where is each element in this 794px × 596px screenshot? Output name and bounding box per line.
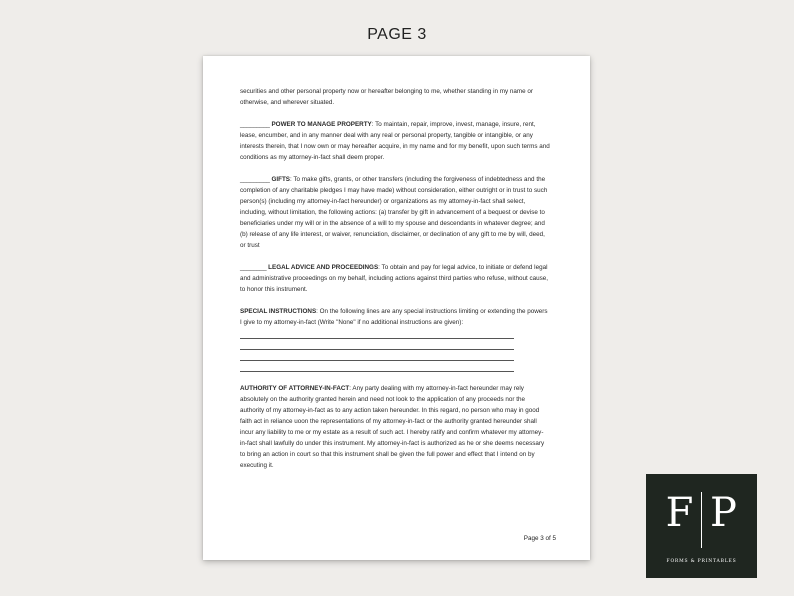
section-text: : Any party dealing with my attorney-in-fact hereunder may rely absolutely on the authority granted herein and need not look to the application of any proceeds nor the authority of my attorney-in-fact as to any action taken hereunder. In this regard, no person who may in good faith act in reliance uoon the representations of my attorney-in-fact or the authority granted hereunder shall incur any liability to me or my estate as a result of such act. I hereby ratify and confirm whatever my attorney-in-fact shall lawfully do under this instrument. My attorney-in-fact is authorized as he or she deems necessary to bring an action in court so that this instrument shall be given the full power and effect that I intend on by executing it. bbox=[240, 385, 545, 469]
initial-blank: ________ bbox=[240, 264, 267, 271]
section-power-to-manage-property bbox=[240, 119, 550, 163]
section-gifts bbox=[240, 174, 550, 251]
logo-letter-p: P bbox=[710, 490, 737, 536]
section-special-instructions bbox=[240, 306, 550, 328]
brand-logo bbox=[646, 474, 757, 578]
page-number: Page 3 of 5 bbox=[523, 535, 556, 542]
document-body bbox=[240, 86, 550, 482]
logo-tagline: FORMS & PRINTABLES bbox=[666, 559, 737, 564]
paragraph-continuation: securities and other personal property now or hereafter belonging to me, whether standing in my name or otherwise, and wherever situated. bbox=[240, 88, 533, 106]
instruction-line[interactable] bbox=[240, 328, 514, 339]
logo-letter-f: F bbox=[665, 490, 694, 536]
special-instructions-lines bbox=[240, 328, 550, 372]
section-heading: LEGAL ADVICE AND PROCEEDINGS bbox=[268, 264, 379, 271]
document-page bbox=[203, 56, 590, 560]
section-legal-advice bbox=[240, 262, 550, 295]
instruction-line[interactable] bbox=[240, 339, 514, 350]
instruction-line[interactable] bbox=[240, 361, 514, 372]
section-text: : To make gifts, grants, or other transfers (including the forgiveness of indebtedness and the completion of any charitable pledges I may have made) without consideration, either outright or in trust to such person(s) (including my attorney-in-fact hereunder) or organizations as my attorney-in-fact shall select, including, without limitation, the following actions: (a) transfer by gift in advancement of a bequest or devise to beneficiaries under my will or in the absence of a will to my spouse and descendants in whatever degree; and (b) release of any life interest, or waiver, renunciation, disclaimer, or declination of any gift to me by will, deed, or trust bbox=[240, 176, 548, 249]
section-heading: AUTHORITY OF ATTORNEY-IN-FACT bbox=[240, 385, 350, 392]
logo-divider bbox=[701, 492, 702, 548]
initial-blank: _________ bbox=[240, 121, 270, 128]
section-text: : To maintain, repair, improve, invest, manage, insure, rent, lease, encumber, and in any manner deal with any real or personal property, tangible or intangible, or any interests therein, that I now own or may hereafter acquire, in my name and for my benefit, upon such terms and conditions as my attorney-in-fact shall deem proper. bbox=[240, 121, 550, 161]
instruction-line[interactable] bbox=[240, 350, 514, 361]
section-text: : To obtain and pay for legal advice, to initiate or defend legal and administrative proceedings on my behalf, including actions against third parties who refuse, without cause, to honor this instrument. bbox=[240, 264, 549, 293]
initial-blank: _________ bbox=[240, 176, 270, 183]
section-text: : On the following lines are any special instructions limiting or extending the powers I give to my attorney-in-fact (Write "None" if no additional instructions are given): bbox=[240, 308, 548, 326]
page-heading: PAGE 3 bbox=[367, 26, 427, 43]
section-heading: POWER TO MANAGE PROPERTY bbox=[271, 121, 372, 128]
section-authority bbox=[240, 383, 550, 471]
section-heading: GIFTS bbox=[271, 176, 291, 183]
section-heading: SPECIAL INSTRUCTIONS bbox=[240, 308, 317, 315]
